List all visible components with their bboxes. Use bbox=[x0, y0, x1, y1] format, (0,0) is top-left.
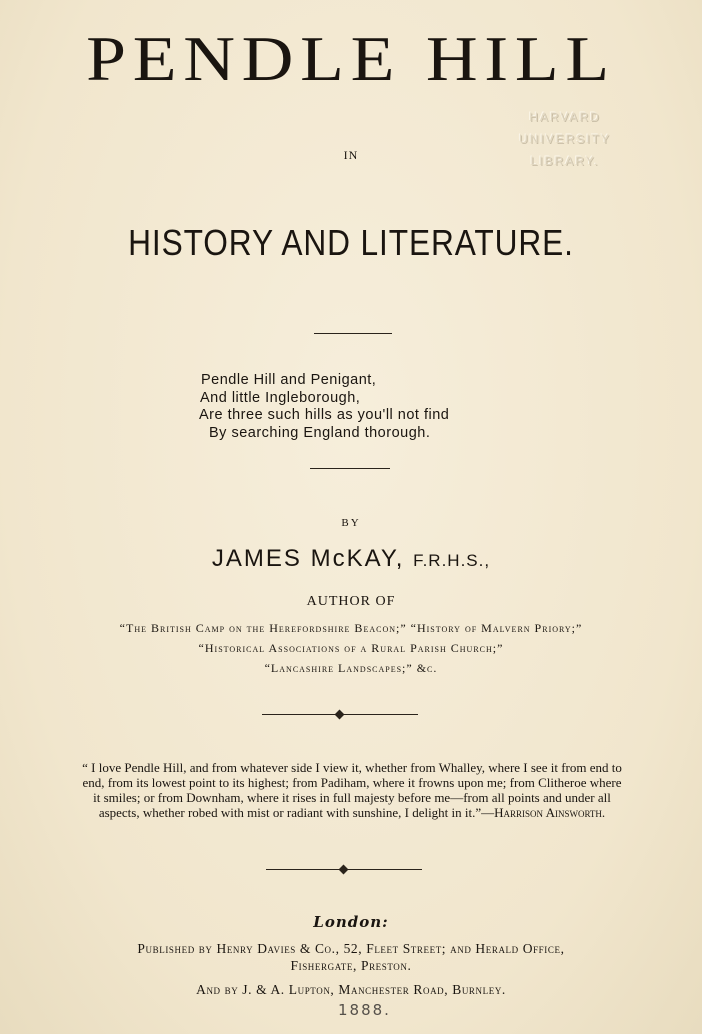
quote-text: “ I love Pendle Hill, and from whatever side I view it, whether from Whalley, where I see it from end to end, from its lowest point to its highest; from Padiham, where it frowns upon me; from Clitheroe where it smiles; or from Downham, where it rises in full majesty before me—from all points and under all aspects, whether robed with mist or radiant with sunshine, I delight in it.”— bbox=[82, 760, 622, 820]
ornamental-divider bbox=[262, 709, 418, 721]
author-of-label: AUTHOR OF bbox=[306, 594, 396, 609]
verse-line: And little Ingleborough, bbox=[200, 389, 361, 406]
publisher-line: Published by Henry Davies & Co., 52, Fleet Street; and Herald Office, bbox=[137, 941, 565, 956]
verse-line: Pendle Hill and Penigant, bbox=[201, 372, 377, 388]
verse-line: By searching England thorough. bbox=[209, 424, 431, 441]
divider-rule bbox=[314, 333, 392, 334]
epigraph-verse bbox=[196, 372, 536, 442]
author-line bbox=[0, 545, 702, 573]
handwritten-year: 1888. bbox=[338, 1001, 391, 1019]
publisher-imprint bbox=[0, 940, 702, 974]
book-title: PENDLE HILL bbox=[86, 23, 616, 94]
quote-attribution: Harrison Ainsworth. bbox=[494, 805, 606, 820]
works-line: “The British Camp on the Herefordshire Beacon;” “History of Malvern Priory;” bbox=[119, 621, 583, 635]
other-works bbox=[0, 618, 702, 678]
diamond-ornament-icon bbox=[339, 865, 349, 875]
stamp-line: HARVARD bbox=[529, 110, 601, 124]
stamp-line: LIBRARY. bbox=[530, 154, 600, 168]
ainsworth-quote bbox=[78, 760, 626, 820]
by-label: BY bbox=[341, 517, 361, 529]
stamp-line: UNIVERSITY bbox=[518, 132, 611, 146]
publication-place: London: bbox=[313, 913, 389, 931]
ornamental-divider bbox=[266, 864, 422, 876]
verse-line: Are three such hills as you'll not find bbox=[199, 407, 450, 423]
works-line: “Historical Associations of a Rural Parish Church;” bbox=[198, 641, 504, 655]
diamond-ornament-icon bbox=[335, 710, 345, 720]
works-line: “Lancashire Landscapes;” &c. bbox=[264, 661, 438, 675]
co-publisher-line: And by J. & A. Lupton, Manchester Road, Burnley. bbox=[196, 982, 506, 997]
author-name: JAMES McKAY, bbox=[211, 545, 405, 572]
title-connector: IN bbox=[343, 148, 359, 162]
author-credentials: F.R.H.S., bbox=[413, 551, 491, 570]
book-subtitle: HISTORY AND LITERATURE. bbox=[128, 222, 574, 263]
divider-rule bbox=[310, 468, 390, 469]
publisher-line: Fishergate, Preston. bbox=[290, 958, 412, 973]
